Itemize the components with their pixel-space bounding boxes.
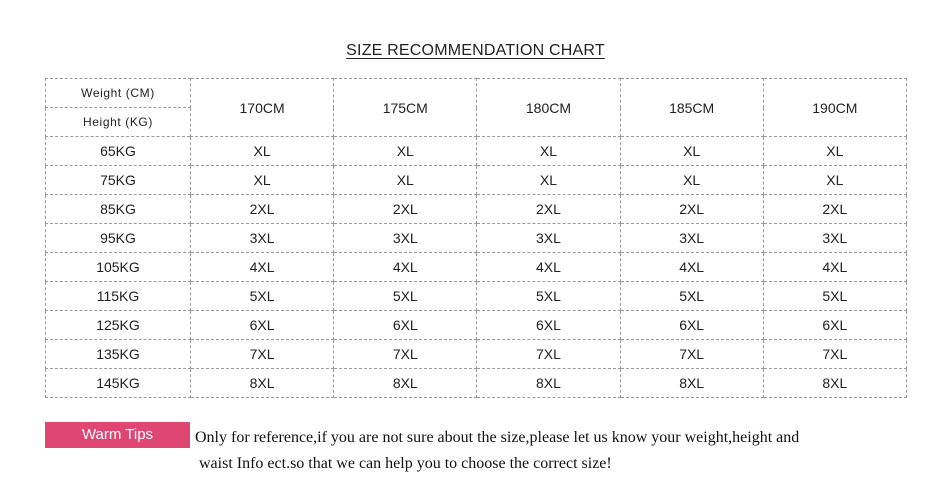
table-row — [46, 137, 907, 166]
size-cell: 2XL — [477, 195, 620, 224]
table-row — [46, 340, 907, 369]
weight-row-label: 135KG — [46, 340, 191, 369]
weight-row-label: 85KG — [46, 195, 191, 224]
size-cell: 5XL — [620, 282, 763, 311]
size-cell: XL — [334, 166, 477, 195]
tips-line-2: waist Info ect.so that we can help you to choose the correct size! — [199, 455, 612, 472]
size-cell: 2XL — [334, 195, 477, 224]
size-cell: 4XL — [620, 253, 763, 282]
size-cell: 5XL — [477, 282, 620, 311]
size-cell: 6XL — [763, 311, 906, 340]
size-cell: 2XL — [620, 195, 763, 224]
size-cell: XL — [763, 166, 906, 195]
size-cell: 7XL — [334, 340, 477, 369]
size-cell: 4XL — [763, 253, 906, 282]
table-row — [46, 311, 907, 340]
size-cell: 6XL — [620, 311, 763, 340]
size-cell: XL — [477, 137, 620, 166]
size-cell: XL — [191, 137, 334, 166]
size-cell: 3XL — [477, 224, 620, 253]
table-row — [46, 369, 907, 398]
height-column-header: 170CM — [191, 79, 334, 137]
table-row — [46, 195, 907, 224]
size-cell: 4XL — [477, 253, 620, 282]
size-cell: 2XL — [191, 195, 334, 224]
size-cell: 3XL — [620, 224, 763, 253]
size-cell: 5XL — [334, 282, 477, 311]
height-column-header: 175CM — [334, 79, 477, 137]
size-cell: 7XL — [191, 340, 334, 369]
height-column-header: 185CM — [620, 79, 763, 137]
size-cell: XL — [620, 166, 763, 195]
height-column-header: 190CM — [763, 79, 906, 137]
size-cell: 5XL — [191, 282, 334, 311]
header-row-top — [46, 79, 907, 108]
size-cell: 4XL — [191, 253, 334, 282]
height-header-cell: Height (KG) — [46, 108, 191, 137]
warm-tips-text — [195, 425, 915, 477]
size-cell: 7XL — [477, 340, 620, 369]
size-cell: 6XL — [334, 311, 477, 340]
size-cell: 8XL — [763, 369, 906, 398]
size-cell: 6XL — [477, 311, 620, 340]
tips-line-1: Only for reference,if you are not sure about the size,please let us know your weight,height and — [195, 429, 800, 446]
warm-tips-badge: Warm Tips — [45, 422, 190, 448]
chart-title-text: SIZE RECOMMENDATION CHART — [346, 42, 605, 59]
size-cell: 3XL — [763, 224, 906, 253]
table-row — [46, 282, 907, 311]
size-cell: XL — [620, 137, 763, 166]
weight-row-label: 65KG — [46, 137, 191, 166]
weight-row-label: 75KG — [46, 166, 191, 195]
size-cell: 8XL — [191, 369, 334, 398]
size-cell: XL — [191, 166, 334, 195]
size-cell: 5XL — [763, 282, 906, 311]
weight-row-label: 145KG — [46, 369, 191, 398]
table-row — [46, 224, 907, 253]
size-cell: XL — [477, 166, 620, 195]
size-cell: 8XL — [334, 369, 477, 398]
weight-row-label: 125KG — [46, 311, 191, 340]
size-cell: 8XL — [620, 369, 763, 398]
height-column-header: 180CM — [477, 79, 620, 137]
size-cell: 3XL — [334, 224, 477, 253]
size-recommendation-table — [45, 78, 907, 398]
weight-header-cell: Weight (CM) — [46, 79, 191, 108]
table-row — [46, 253, 907, 282]
size-cell: 7XL — [620, 340, 763, 369]
weight-row-label: 95KG — [46, 224, 191, 253]
size-cell: 7XL — [763, 340, 906, 369]
size-cell: 4XL — [334, 253, 477, 282]
size-cell: 8XL — [477, 369, 620, 398]
size-cell: XL — [763, 137, 906, 166]
weight-row-label: 115KG — [46, 282, 191, 311]
table-row — [46, 166, 907, 195]
chart-title — [0, 42, 951, 60]
size-cell: XL — [334, 137, 477, 166]
size-cell: 6XL — [191, 311, 334, 340]
weight-row-label: 105KG — [46, 253, 191, 282]
size-cell: 2XL — [763, 195, 906, 224]
size-cell: 3XL — [191, 224, 334, 253]
